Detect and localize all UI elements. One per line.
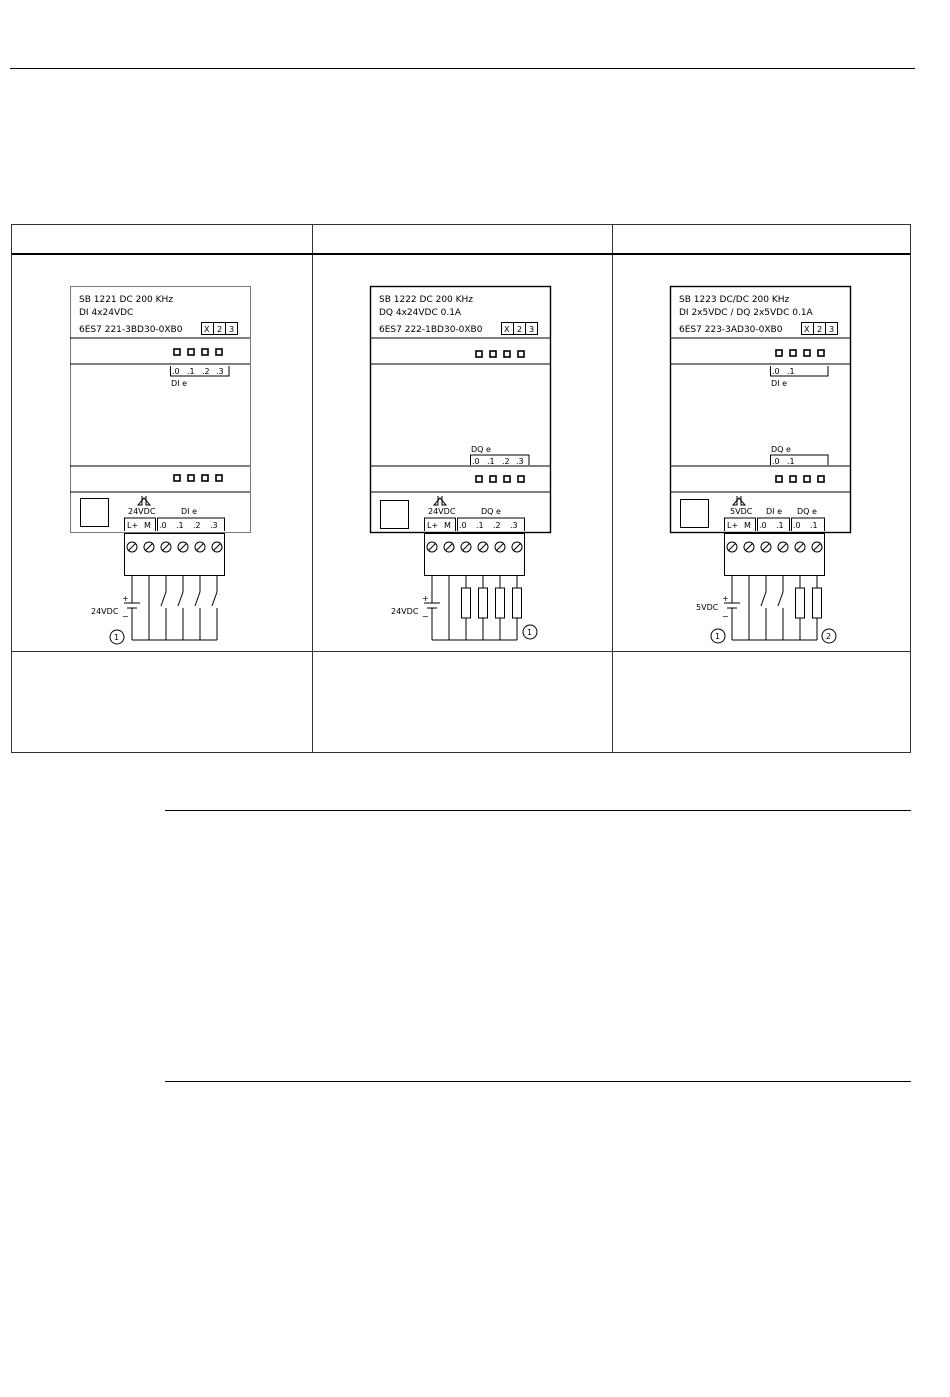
status-led [174,349,180,355]
terminal-label: M [144,521,151,530]
status-led [504,476,510,482]
bit-label: .0 [472,457,480,466]
status-led [490,351,496,357]
status-led [476,476,482,482]
terminal-label: .3 [510,521,518,530]
polarity-plus: + [422,594,429,603]
group-label: DI e [771,379,787,388]
screw-terminals [727,542,822,552]
bit-label: .1 [787,457,795,466]
slot-2: 2 [817,325,823,334]
footer-row-divider [12,651,910,652]
field-wiring [724,576,822,640]
load-resistor [796,588,805,618]
polarity-plus: + [122,594,129,603]
slot-3: 3 [529,325,535,334]
polarity-plus: + [722,594,729,603]
load-resistor [813,588,822,618]
bit-label: .2 [502,457,510,466]
group-label: DQ e [771,445,791,454]
terminal-label: .2 [493,521,501,530]
sb1223-wiring-diagram [670,286,860,648]
terminal-label: L+ [727,521,739,530]
bit-label: .0 [772,367,780,376]
header-row-divider [12,253,910,255]
field-wiring [124,576,217,640]
bit-label: .0 [772,457,780,466]
terminal-label: .0 [793,521,801,530]
status-led [804,476,810,482]
bit-label: .1 [487,457,495,466]
bit-label: .1 [787,367,795,376]
polarity-minus: − [422,612,429,621]
screw-terminals [427,542,522,552]
module-housing [371,287,551,533]
status-led [476,351,482,357]
order-number: 6ES7 223-3AD30-0XB0 [679,325,783,335]
terminal-group-label: DI e [181,507,197,516]
status-leds-lower [174,475,222,481]
source-label: 5VDC [696,603,719,612]
callout-number: 1 [114,633,120,642]
module-name: SB 1222 DC 200 KHz [379,295,474,305]
module-name: SB 1221 DC 200 KHz [79,295,174,305]
terminal-group-label: DI e [766,507,782,516]
slot-x: X [204,325,210,334]
column-divider [312,225,313,752]
terminal-label: M [744,521,751,530]
terminal-label: .0 [159,521,167,530]
slot-2: 2 [217,325,223,334]
polarity-minus: − [722,612,729,621]
status-led [518,476,524,482]
callout-number: 1 [527,628,533,637]
status-led [216,349,222,355]
status-led [776,476,782,482]
header-rule [10,68,915,69]
power-arrow-icon [434,496,446,505]
column-divider [612,225,613,752]
order-number: 6ES7 221-3BD30-0XB0 [79,325,183,335]
terminal-label: .3 [210,521,218,530]
status-leds-upper [174,349,222,355]
polarity-minus: − [122,612,129,621]
status-leds-upper [776,350,824,356]
terminal-label: .1 [810,521,818,530]
terminal-label: .2 [193,521,201,530]
status-led [790,350,796,356]
power-arrow-icon [138,496,150,505]
status-led [188,475,194,481]
bit-label: .3 [516,457,524,466]
note-bottom-rule [165,1081,911,1082]
group-label: DI e [171,379,187,388]
module-housing [671,287,851,533]
sb1222-wiring-diagram [370,286,560,648]
screw-terminals [127,542,222,552]
module-cover-square [381,501,409,529]
source-label: 24VDC [391,607,419,616]
terminal-block [425,534,525,576]
order-number: 6ES7 222-1BD30-0XB0 [379,325,483,335]
module-io-spec: DI 2x5VDC / DQ 2x5VDC 0.1A [679,308,813,318]
bit-label: .2 [202,367,210,376]
status-led [818,350,824,356]
terminal-block [125,534,225,576]
callout-number: 1 [715,632,721,641]
slot-2: 2 [517,325,523,334]
terminal-label: .0 [759,521,767,530]
module-housing [71,287,251,533]
module-name: SB 1223 DC/DC 200 KHz [679,295,790,305]
note-top-rule [165,810,911,811]
bit-label: .3 [216,367,224,376]
load-resistor [479,588,488,618]
bit-label: .0 [172,367,180,376]
slot-x: X [504,325,510,334]
status-led [202,349,208,355]
status-led [490,476,496,482]
status-led [804,350,810,356]
status-led [504,351,510,357]
module-cover-square [81,499,109,527]
bit-label: .1 [187,367,195,376]
group-label: DQ e [471,445,491,454]
slot-3: 3 [829,325,835,334]
module-io-spec: DI 4x24VDC [79,308,134,318]
status-led [518,351,524,357]
supply-label: 24VDC [428,507,456,516]
status-led [776,350,782,356]
supply-label: 24VDC [128,507,156,516]
callout-number: 2 [826,632,832,641]
load-resistor [462,588,471,618]
terminal-block [725,534,825,576]
slot-x: X [804,325,810,334]
power-arrow-icon [733,496,745,505]
terminal-label: .1 [176,521,184,530]
terminal-label: L+ [127,521,139,530]
load-resistor [513,588,522,618]
load-resistor [496,588,505,618]
terminal-group-label: DQ e [797,507,817,516]
module-cover-square [681,500,709,528]
status-led [174,475,180,481]
terminal-label: .1 [476,521,484,530]
supply-label: 5VDC [730,507,753,516]
status-led [202,475,208,481]
slot-3: 3 [229,325,235,334]
status-leds-lower [776,476,824,482]
terminal-label: .1 [776,521,784,530]
status-leds-upper [476,351,524,357]
module-io-spec: DQ 4x24VDC 0.1A [379,308,462,318]
field-wiring [424,576,522,640]
status-led [188,349,194,355]
terminal-label: L+ [427,521,439,530]
terminal-group-label: DQ e [481,507,501,516]
source-label: 24VDC [91,607,119,616]
status-led [216,475,222,481]
status-led [790,476,796,482]
status-leds-lower [476,476,524,482]
status-led [818,476,824,482]
terminal-label: M [444,521,451,530]
terminal-label: .0 [459,521,467,530]
sb1221-wiring-diagram [70,286,260,648]
